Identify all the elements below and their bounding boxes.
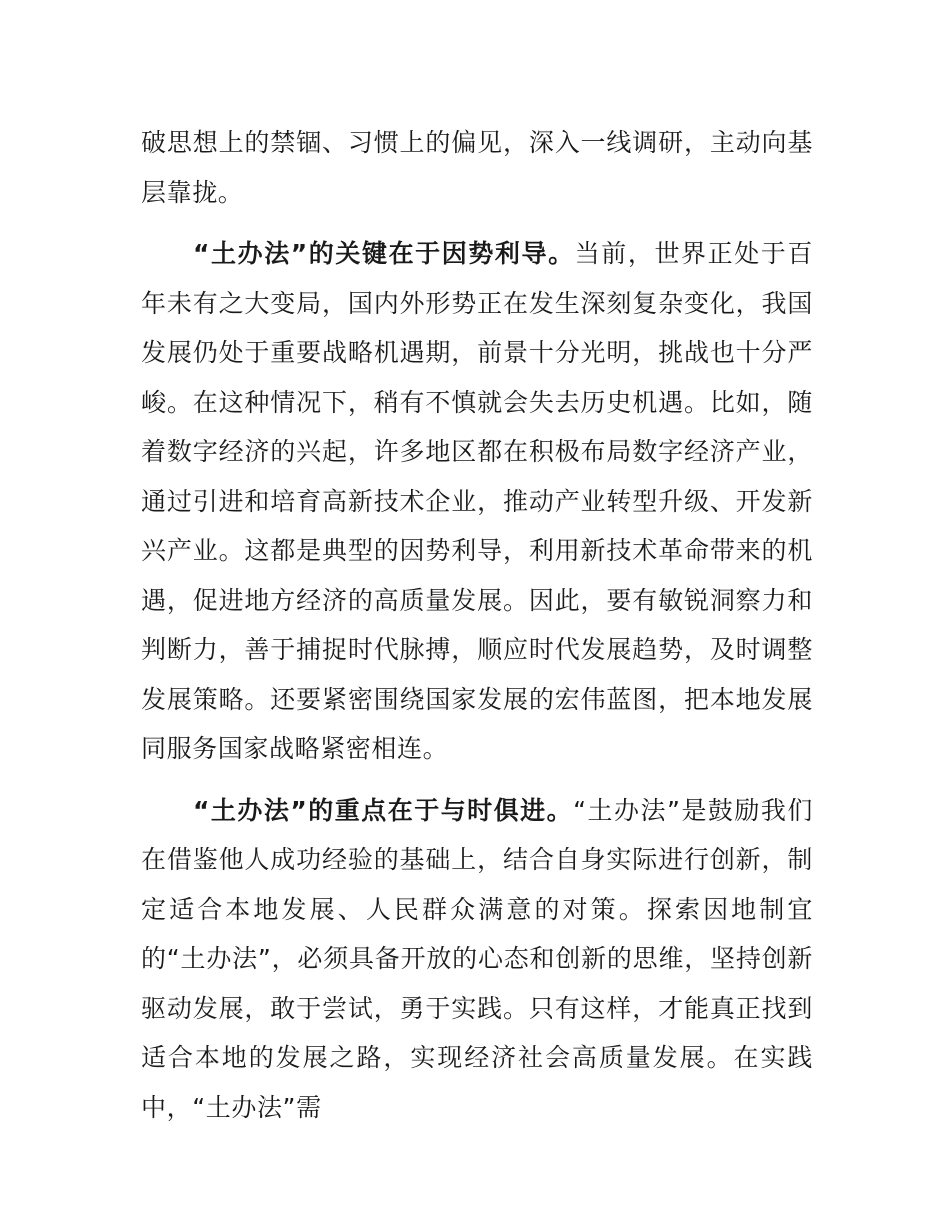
paragraph-continuation (141, 118, 813, 217)
paragraph-gap (141, 217, 813, 229)
paragraph-gap (141, 774, 813, 786)
paragraph-adapt-to-circumstances (141, 229, 813, 774)
document-body (141, 118, 813, 1132)
paragraph-lead-heading: “土办法”的重点在于与时俱进。 (193, 795, 574, 825)
paragraph-lead-heading: “土办法”的关键在于因势利导。 (193, 239, 575, 268)
paragraph-body: “土办法”是鼓励我们在借鉴他人成功经验的基础上，结合自身实际进行创新，制定适合本地发展、人民群众满意的对策。探索因地制宜的“土办法”，必须具备开放的心态和创新的思维，坚持创新驱动发展，敢于尝试，勇于实践。只有这样，才能真正找到适合本地的发展之路，实现经济社会高质量发展。在实践中，“土办法”需 (141, 795, 813, 1122)
paragraph-body: 破思想上的禁锢、习惯上的偏见，深入一线调研，主动向基层靠拢。 (141, 128, 813, 207)
paragraph-body: 当前，世界正处于百年未有之大变局，国内外形势正在发生深刻复杂变化，我国发展仍处于重要战略机遇期，前景十分光明，挑战也十分严峻。在这种情况下，稍有不慎就会失去历史机遇。比如，随着数字经济的兴起，许多地区都在积极布局数字经济产业，通过引进和培育高新技术企业，推动产业转型升级、开发新兴产业。这都是典型的因势利导，利用新技术革命带来的机遇，促进地方经济的高质量发展。因此，要有敏锐洞察力和判断力，善于捕捉时代脉搏，顺应时代发展趋势，及时调整发展策略。还要紧密围绕国家发展的宏伟蓝图，把本地发展同服务国家战略紧密相连。 (141, 239, 813, 763)
paragraph-keep-pace-with-times (141, 786, 813, 1133)
